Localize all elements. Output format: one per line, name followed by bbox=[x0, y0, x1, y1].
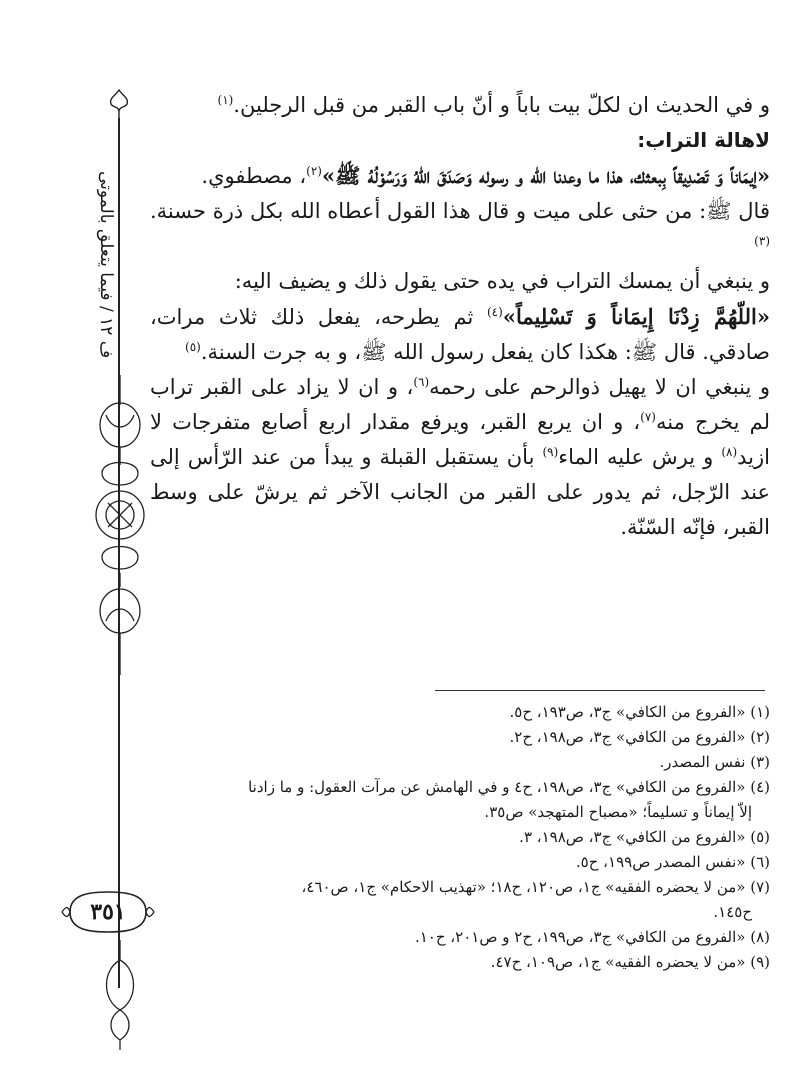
running-head: ف ١٢ / فيما يتعلق بالموتى bbox=[96, 171, 116, 359]
paragraph bbox=[150, 194, 770, 264]
supplication-quote: «اللّهُمَّ زِدْنَا إِيمَاناً وَ تَسْلِيماً» bbox=[502, 304, 770, 329]
paragraph-text: و ينبغي أن يمسك التراب في يده حتى يقول ذلك و يضيف اليه: bbox=[234, 269, 770, 293]
paragraph-text: ، و ان لا يزاد على القبر تراب لم يخرج منه bbox=[150, 375, 770, 434]
footnote-ref: (٧) bbox=[640, 410, 656, 424]
top-flourish-ornament bbox=[105, 88, 133, 122]
paragraph bbox=[150, 370, 770, 545]
paragraph bbox=[150, 264, 770, 299]
central-floral-ornament bbox=[88, 375, 152, 675]
footnote: (٣) نفس المصدر. bbox=[659, 753, 770, 771]
footnote: (٢) «الفروع من الكافي» ج٣، ص١٩٨، ح٢. bbox=[509, 728, 770, 746]
supplication-quote: «إيمَاناً وَ تَصْدِيقاً بِبعثك، هذا ما وعدنا الله و رسوله وَصَدَقَ اللهُ وَرَسُوْلُهُ ﷺ» bbox=[321, 163, 770, 188]
footnote-ref: (٢) bbox=[306, 164, 322, 178]
footnote: (٥) «الفروع من الكافي» ج٣، ص١٩٨، ٣. bbox=[519, 828, 770, 846]
paragraph-text: ، و ان يربع القبر، ويرفع مقدار اربع أصابع متفرجات لا ازيد bbox=[150, 410, 770, 469]
footnote: (٦) «نفس المصدر ص١٩٩، ح٥. bbox=[575, 853, 770, 871]
footnotes bbox=[150, 700, 770, 975]
paragraph-text: و يرش عليه الماء bbox=[558, 445, 722, 469]
main-text bbox=[150, 88, 770, 545]
footnote-ref: (٣) bbox=[754, 234, 770, 248]
paragraph bbox=[150, 158, 770, 194]
footnote-separator bbox=[435, 690, 765, 691]
bottom-flourish-ornament bbox=[92, 940, 148, 1050]
footnote: (١) «الفروع من الكافي» ج٣، ص١٩٣، ح٥. bbox=[509, 703, 770, 721]
paragraph-text: و ينبغي ان لا يهيل ذوالرحم على رحمه bbox=[429, 375, 770, 399]
footnote-continuation: إلاّ إيماناً و تسليماً؛ «مصباح المتهجد» ص٣٥. bbox=[484, 803, 752, 821]
page-number: ٣٥١ bbox=[90, 899, 126, 925]
paragraph-text: قال ﷺ: من حثى على ميت و قال هذا القول أعطاه الله بكل ذرة حسنة. bbox=[150, 199, 770, 223]
paragraph-text: ثم يطرحه، يفعل ذلك ثلاث مرات، صادقي. قال ﷺ: هكذا كان يفعل رسول الله ﷺ، و به جرت السنة. bbox=[150, 305, 770, 364]
footnote-continuation: ح١٤٥. bbox=[713, 903, 752, 921]
footnote-ref: (١) bbox=[217, 93, 234, 107]
footnote: (٤) «الفروع من الكافي» ج٣، ص١٩٨، ح٤ و في الهامش عن مرآت العقول: و ما زادنا bbox=[248, 778, 770, 796]
paragraph-text: بأن يستقبل القبلة و يبدأ من عند الرّأس إلى عند الرّجل، ثم يدور على القبر من الجانب الآخر ثم يرشّ على وسط القبر، فإنّه السّنّة. bbox=[150, 445, 770, 539]
paragraph bbox=[150, 88, 770, 123]
section-heading: لاهالة التراب: bbox=[637, 128, 770, 152]
footnote: (٨) «الفروع من الكافي» ج٣، ص١٩٩، ح٢ و ص٢٠١، ح١٠. bbox=[414, 928, 770, 946]
footnote: (٩) «من لا يحضره الفقيه» ج١، ص١٠٩، ح٤٧. bbox=[490, 953, 770, 971]
paragraph-text: ، مصطفوي. bbox=[201, 164, 307, 188]
footnote-ref: (٨) bbox=[721, 445, 738, 459]
paragraph-text: و في الحديث ان لكلّ بيت باباً و أنّ باب القبر من قبل الرجلين. bbox=[233, 93, 770, 117]
paragraph bbox=[150, 299, 770, 370]
footnote-ref: (٦) bbox=[413, 375, 430, 389]
footnote-ref: (٩) bbox=[542, 445, 559, 459]
footnote-ref: (٤) bbox=[486, 305, 503, 319]
footnote-ref: (٥) bbox=[185, 340, 201, 354]
footnote: (٧) «من لا يحضره الفقيه» ج١، ص١٢٠، ح١٨؛ «تهذيب الاحكام» ج١، ص٤٦٠، bbox=[301, 878, 770, 896]
page-number-cartouche bbox=[60, 888, 156, 936]
